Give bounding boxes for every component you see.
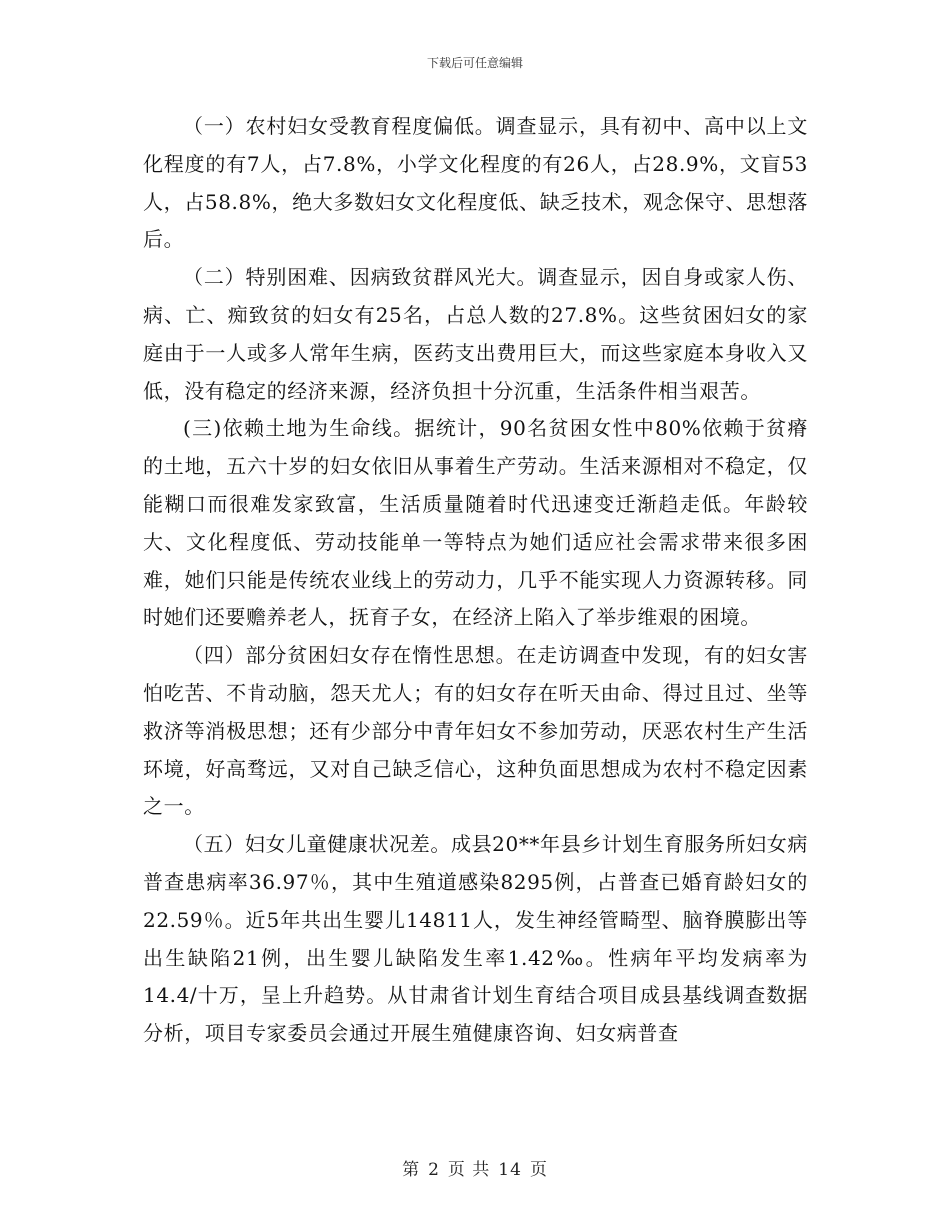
paragraph-2: （二）特别困难、因病致贫群风光大。调查显示，因自身或家人伤、病、亡、痴致贫的妇女有25名，占总人数的27.8%。这些贫困妇女的家庭由于一人或多人常年生病，医药支出费用巨大，而这些家庭本身收入又低，没有稳定的经济来源，经济负担十分沉重，生活条件相当艰苦。 [143, 265, 808, 403]
footer-prefix: 第 [402, 1160, 421, 1180]
document-body [143, 108, 808, 1053]
paragraph-4: （四）部分贫困妇女存在惰性思想。在走访调查中发现，有的妇女害怕吃苦、不肯动脑，怨天尤人；有的妇女存在听天由命、得过且过、坐等救济等消极思想；还有少部分中青年妇女不参加劳动，厌恶农村生产生活环境，好高骛远，又对自己缺乏信心，这种负面思想成为农村不稳定因素之一。 [143, 643, 808, 819]
paragraph-5: （五）妇女儿童健康状况差。成县20**年县乡计划生育服务所妇女病普查患病率36.97％，其中生殖道感染8295例，占普查已婚育龄妇女的22.59％。近5年共出生婴儿14811人，发生神经管畸型、脑脊膜膨出等出生缺陷21例，出生婴儿缺陷发生率1.42‰。性病年平均发病率为14.4/十万，呈上升趋势。从甘肃省计划生育结合项目成县基线调查数据分析，项目专家委员会通过开展生殖健康咨询、妇女病普查 [143, 832, 808, 1046]
footer-total-pages: 14 [498, 1160, 522, 1180]
page-header: 下载后可任意编辑 [426, 56, 523, 70]
paragraph-1: （一）农村妇女受教育程度偏低。调查显示，具有初中、高中以上文化程度的有7人，占7.8%，小学文化程度的有26人，占28.9%，文盲53人，占58.8%，绝大多数妇女文化程度低、缺乏技术，观念保守、思想落后。 [143, 114, 808, 252]
paragraph-3: (三)依赖土地为生命线。据统计，90名贫困女性中80%依赖于贫瘠的土地，五六十岁的妇女依旧从事着生产劳动。生活来源相对不稳定，仅能糊口而很难发家致富，生活质量随着时代迅速变迁渐趋走低。年龄较大、文化程度低、劳动技能单一等特点为她们适应社会需求带来很多困难，她们只能是传统农业线上的劳动力，几乎不能实现人力资源转移。同时她们还要赡养老人，抚育子女，在经济上陷入了举步维艰的困境。 [143, 416, 808, 630]
footer-suffix: 页 [529, 1160, 548, 1180]
page-footer [0, 1155, 950, 1180]
footer-page-number: 2 [428, 1160, 440, 1180]
footer-mid: 页 共 [447, 1160, 491, 1180]
